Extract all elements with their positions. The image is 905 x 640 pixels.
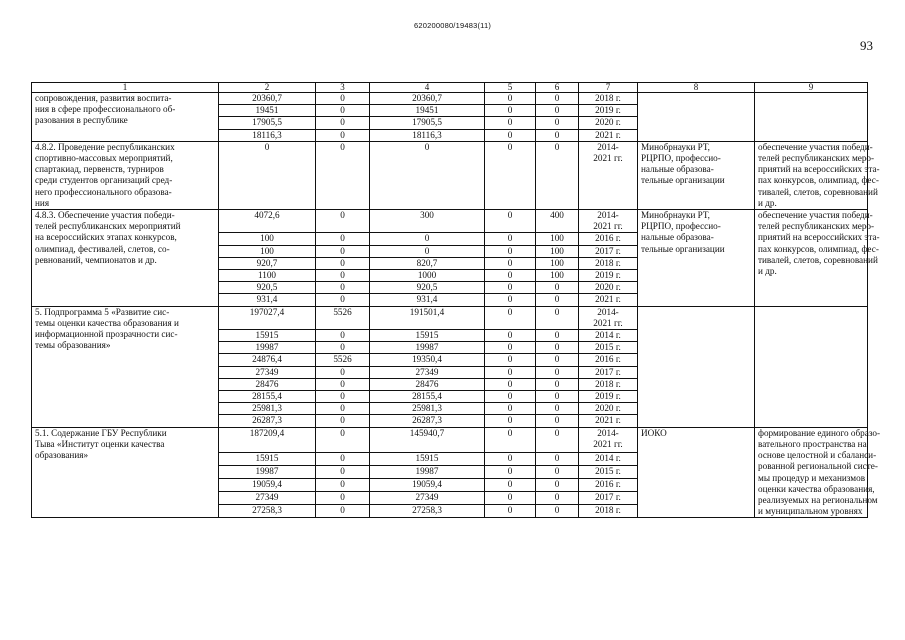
value-cell-col-5: 0	[485, 505, 536, 518]
text-line: нальные образова-	[641, 232, 714, 243]
value-cell-col-2: 27349	[219, 492, 316, 505]
activity-description-cell	[32, 427, 219, 518]
value-cell-col-7: 2014- 2021 гг.	[579, 210, 638, 233]
value-cell-col-7: 2014- 2021 гг.	[579, 306, 638, 329]
budget-table	[31, 82, 881, 518]
value-cell-col-2: 197027,4	[219, 306, 316, 329]
value-cell-col-4: 27349	[370, 366, 485, 378]
text-line: оценки качества образования,	[758, 483, 875, 494]
value-cell-col-7: 2020 г.	[579, 117, 638, 129]
value-cell-col-3: 0	[316, 366, 370, 378]
value-cell-col-2: 0	[219, 141, 316, 209]
value-cell-col-4: 300	[370, 210, 485, 233]
value-cell-col-4: 920,5	[370, 282, 485, 294]
text-line: приятий на всероссийских эта-	[758, 164, 880, 175]
value-cell-col-6: 100	[536, 257, 579, 269]
value-cell-col-5: 0	[485, 366, 536, 378]
value-cell-col-3: 0	[316, 210, 370, 233]
value-cell-col-6: 400	[536, 210, 579, 233]
text-line: на всероссийских этапах конкурсов,	[35, 232, 177, 243]
value-cell-col-4: 191501,4	[370, 306, 485, 329]
result-cell	[755, 306, 868, 427]
value-cell-col-6: 0	[536, 479, 579, 492]
text-line: образования»	[35, 450, 89, 461]
text-line: олимпиад, фестивалей, слетов, со-	[35, 243, 170, 254]
value-cell-col-4: 25981,3	[370, 403, 485, 415]
column-header-3: 3	[316, 83, 370, 93]
value-cell-col-5: 0	[485, 105, 536, 117]
column-header-6: 6	[536, 83, 579, 93]
value-cell-col-4: 18116,3	[370, 129, 485, 141]
value-cell-col-4: 27258,3	[370, 505, 485, 518]
value-cell-col-7: 2019 г.	[579, 270, 638, 282]
table-row	[32, 306, 868, 329]
value-cell-col-3: 0	[316, 452, 370, 465]
value-cell-col-5: 0	[485, 427, 536, 452]
value-cell-col-3: 0	[316, 465, 370, 478]
value-cell-col-7: 2018 г.	[579, 505, 638, 518]
value-cell-col-3: 0	[316, 141, 370, 209]
table-row	[32, 427, 868, 452]
value-cell-col-3: 0	[316, 105, 370, 117]
text-line: 4.8.2. Проведение республиканских	[35, 141, 175, 152]
text-line: мы процедур и механизмов	[758, 472, 866, 483]
value-cell-col-7: 2017 г.	[579, 492, 638, 505]
value-cell-col-2: 24876,4	[219, 354, 316, 366]
value-cell-col-6: 0	[536, 366, 579, 378]
executor-cell	[638, 210, 755, 307]
value-cell-col-3: 0	[316, 129, 370, 141]
text-line: пах конкурсов, олимпиад, фес-	[758, 243, 879, 254]
text-line: Минобрнауки РТ,	[641, 210, 710, 221]
value-cell-col-5: 0	[485, 245, 536, 257]
value-cell-col-6: 100	[536, 233, 579, 245]
value-cell-col-2: 19451	[219, 105, 316, 117]
value-cell-col-2: 15915	[219, 452, 316, 465]
value-cell-col-6: 0	[536, 465, 579, 478]
value-cell-col-2: 26287,3	[219, 415, 316, 427]
text-line: темы образования»	[35, 340, 111, 351]
text-line: спартакиад, первенств, турниров	[35, 164, 164, 175]
result-cell	[755, 210, 880, 307]
value-cell-col-6: 0	[536, 391, 579, 403]
value-cell-col-3: 0	[316, 245, 370, 257]
value-cell-col-4: 0	[370, 233, 485, 245]
column-number-row	[32, 83, 868, 93]
value-cell-col-6: 0	[536, 294, 579, 306]
text-line: информационной прозрачности сис-	[35, 329, 178, 340]
value-cell-col-3: 0	[316, 93, 370, 105]
value-cell-col-3: 5526	[316, 306, 370, 329]
value-cell-col-6: 0	[536, 452, 579, 465]
text-line: приятий на всероссийских эта-	[758, 232, 880, 243]
value-cell-col-4: 17905,5	[370, 117, 485, 129]
text-line: Минобрнауки РТ,	[641, 141, 710, 152]
executor-cell	[638, 93, 755, 142]
result-cell	[755, 141, 880, 209]
executor-cell	[638, 306, 755, 427]
value-cell-col-2: 19987	[219, 342, 316, 354]
table-row	[32, 141, 868, 209]
value-cell-col-5: 0	[485, 117, 536, 129]
text-line: тельные организации	[641, 175, 725, 186]
value-cell-col-7: 2020 г.	[579, 282, 638, 294]
value-cell-col-2: 931,4	[219, 294, 316, 306]
value-cell-col-7: 2014- 2021 гг.	[579, 141, 638, 209]
value-cell-col-7: 2018 г.	[579, 257, 638, 269]
text-line: телей республиканских мероприятий	[35, 221, 181, 232]
activity-description-cell	[32, 141, 219, 209]
text-line: обеспечение участия победи-	[758, 210, 873, 221]
value-cell-col-2: 100	[219, 245, 316, 257]
value-cell-col-7: 2019 г.	[579, 391, 638, 403]
value-cell-col-5: 0	[485, 93, 536, 105]
value-cell-col-6: 0	[536, 129, 579, 141]
value-cell-col-7: 2015 г.	[579, 465, 638, 478]
column-header-9: 9	[755, 83, 868, 93]
value-cell-col-4: 19987	[370, 342, 485, 354]
value-cell-col-3: 5526	[316, 354, 370, 366]
value-cell-col-7: 2017 г.	[579, 366, 638, 378]
value-cell-col-2: 19059,4	[219, 479, 316, 492]
value-cell-col-5: 0	[485, 342, 536, 354]
value-cell-col-6: 0	[536, 403, 579, 415]
table-row	[32, 210, 868, 233]
column-header-8: 8	[638, 83, 755, 93]
text-line: рованной региональной систе-	[758, 461, 878, 472]
result-cell	[755, 427, 881, 518]
value-cell-col-7: 2017 г.	[579, 245, 638, 257]
value-cell-col-4: 0	[370, 141, 485, 209]
value-cell-col-7: 2015 г.	[579, 342, 638, 354]
value-cell-col-7: 2014- 2021 гг.	[579, 427, 638, 452]
value-cell-col-6: 0	[536, 415, 579, 427]
value-cell-col-6: 0	[536, 505, 579, 518]
value-cell-col-5: 0	[485, 282, 536, 294]
text-line: и др.	[758, 266, 777, 277]
column-header-4: 4	[370, 83, 485, 93]
value-cell-col-4: 19059,4	[370, 479, 485, 492]
activity-description-cell	[32, 210, 219, 307]
text-line: нальные образова-	[641, 164, 714, 175]
text-line: реализуемых на региональном	[758, 494, 878, 505]
value-cell-col-4: 1000	[370, 270, 485, 282]
page-number: 93	[860, 38, 873, 53]
value-cell-col-2: 17905,5	[219, 117, 316, 129]
value-cell-col-6: 0	[536, 330, 579, 342]
value-cell-col-3: 0	[316, 117, 370, 129]
text-line: телей республиканских меро-	[758, 221, 875, 232]
value-cell-col-6: 0	[536, 93, 579, 105]
value-cell-col-5: 0	[485, 492, 536, 505]
value-cell-col-7: 2021 г.	[579, 415, 638, 427]
value-cell-col-6: 0	[536, 306, 579, 329]
value-cell-col-4: 27349	[370, 492, 485, 505]
value-cell-col-4: 20360,7	[370, 93, 485, 105]
value-cell-col-3: 0	[316, 479, 370, 492]
value-cell-col-2: 920,7	[219, 257, 316, 269]
value-cell-col-7: 2014 г.	[579, 452, 638, 465]
text-line: 5. Подпрограмма 5 «Развитие сис-	[35, 306, 170, 317]
value-cell-col-4: 931,4	[370, 294, 485, 306]
value-cell-col-6: 0	[536, 427, 579, 452]
value-cell-col-6: 0	[536, 117, 579, 129]
text-line: тельные организации	[641, 243, 725, 254]
value-cell-col-6: 0	[536, 492, 579, 505]
value-cell-col-2: 187209,4	[219, 427, 316, 452]
value-cell-col-5: 0	[485, 330, 536, 342]
value-cell-col-5: 0	[485, 415, 536, 427]
value-cell-col-3: 0	[316, 257, 370, 269]
value-cell-col-5: 0	[485, 306, 536, 329]
text-line: вательного пространства на	[758, 438, 867, 449]
value-cell-col-4: 19451	[370, 105, 485, 117]
value-cell-col-4: 15915	[370, 330, 485, 342]
value-cell-col-3: 0	[316, 492, 370, 505]
value-cell-col-3: 0	[316, 233, 370, 245]
column-header-1: 1	[32, 83, 219, 93]
value-cell-col-4: 26287,3	[370, 415, 485, 427]
value-cell-col-5: 0	[485, 403, 536, 415]
value-cell-col-5: 0	[485, 391, 536, 403]
text-line: ния в сфере профессионального об-	[35, 104, 176, 115]
value-cell-col-7: 2021 г.	[579, 129, 638, 141]
table-row	[32, 93, 868, 105]
value-cell-col-6: 0	[536, 342, 579, 354]
value-cell-col-4: 28476	[370, 378, 485, 390]
value-cell-col-7: 2020 г.	[579, 403, 638, 415]
value-cell-col-3: 0	[316, 378, 370, 390]
text-line: обеспечение участия победи-	[758, 141, 873, 152]
text-line: и др.	[758, 197, 777, 208]
text-line: РЦРПО, профессио-	[641, 153, 721, 164]
value-cell-col-5: 0	[485, 141, 536, 209]
value-cell-col-3: 0	[316, 403, 370, 415]
value-cell-col-3: 0	[316, 294, 370, 306]
value-cell-col-5: 0	[485, 354, 536, 366]
value-cell-col-2: 20360,7	[219, 93, 316, 105]
value-cell-col-4: 15915	[370, 452, 485, 465]
value-cell-col-7: 2016 г.	[579, 354, 638, 366]
text-line: тивалей, слетов, соревнований	[758, 186, 878, 197]
text-line: спортивно-массовых мероприятий,	[35, 153, 173, 164]
value-cell-col-3: 0	[316, 282, 370, 294]
value-cell-col-3: 0	[316, 415, 370, 427]
value-cell-col-5: 0	[485, 129, 536, 141]
column-header-5: 5	[485, 83, 536, 93]
value-cell-col-3: 0	[316, 342, 370, 354]
value-cell-col-2: 1100	[219, 270, 316, 282]
text-line: ревнований, чемпионатов и др.	[35, 254, 157, 265]
value-cell-col-2: 18116,3	[219, 129, 316, 141]
value-cell-col-4: 145940,7	[370, 427, 485, 452]
text-line: него профессионального образова-	[35, 186, 172, 197]
activity-description-cell	[32, 93, 219, 142]
value-cell-col-5: 0	[485, 479, 536, 492]
value-cell-col-5: 0	[485, 378, 536, 390]
value-cell-col-6: 0	[536, 105, 579, 117]
value-cell-col-2: 25981,3	[219, 403, 316, 415]
value-cell-col-4: 0	[370, 245, 485, 257]
value-cell-col-7: 2018 г.	[579, 93, 638, 105]
text-line: формирование единого образо-	[758, 427, 881, 438]
text-line: и муниципальном уровнях	[758, 506, 863, 517]
text-line: сопровождения, развития воспита-	[35, 93, 172, 103]
value-cell-col-6: 0	[536, 141, 579, 209]
value-cell-col-5: 0	[485, 465, 536, 478]
value-cell-col-2: 19987	[219, 465, 316, 478]
value-cell-col-2: 27349	[219, 366, 316, 378]
value-cell-col-3: 0	[316, 391, 370, 403]
activity-description-cell	[32, 306, 219, 427]
value-cell-col-2: 28476	[219, 378, 316, 390]
executor-cell	[638, 427, 755, 518]
text-line: Тыва «Институт оценки качества	[35, 438, 165, 449]
text-line: разования в республике	[35, 115, 128, 126]
value-cell-col-7: 2014 г.	[579, 330, 638, 342]
value-cell-col-3: 0	[316, 330, 370, 342]
value-cell-col-4: 28155,4	[370, 391, 485, 403]
value-cell-col-3: 0	[316, 270, 370, 282]
value-cell-col-2: 920,5	[219, 282, 316, 294]
value-cell-col-5: 0	[485, 452, 536, 465]
value-cell-col-2: 15915	[219, 330, 316, 342]
value-cell-col-6: 100	[536, 245, 579, 257]
document-id: 620200080/19483(11)	[413, 21, 492, 30]
result-cell	[755, 93, 868, 142]
text-line: среди студентов организаций сред-	[35, 175, 173, 186]
value-cell-col-7: 2016 г.	[579, 233, 638, 245]
value-cell-col-6: 0	[536, 354, 579, 366]
value-cell-col-2: 100	[219, 233, 316, 245]
text-line: 4.8.3. Обеспечение участия победи-	[35, 210, 175, 221]
value-cell-col-4: 19987	[370, 465, 485, 478]
value-cell-col-4: 820,7	[370, 257, 485, 269]
value-cell-col-5: 0	[485, 257, 536, 269]
value-cell-col-2: 27258,3	[219, 505, 316, 518]
text-line: основе целостной и сбаланси-	[758, 450, 877, 461]
value-cell-col-6: 0	[536, 378, 579, 390]
text-line: РЦРПО, профессио-	[641, 221, 721, 232]
text-line: темы оценки качества образования и	[35, 317, 179, 328]
column-header-2: 2	[219, 83, 316, 93]
value-cell-col-6: 0	[536, 282, 579, 294]
value-cell-col-3: 0	[316, 427, 370, 452]
value-cell-col-3: 0	[316, 505, 370, 518]
value-cell-col-2: 28155,4	[219, 391, 316, 403]
executor-cell	[638, 141, 755, 209]
value-cell-col-5: 0	[485, 210, 536, 233]
value-cell-col-7: 2016 г.	[579, 479, 638, 492]
text-line: ИОКО	[641, 427, 667, 438]
column-header-7: 7	[579, 83, 638, 93]
value-cell-col-4: 19350,4	[370, 354, 485, 366]
text-line: 5.1. Содержание ГБУ Республики	[35, 427, 167, 438]
text-line: ния	[35, 197, 50, 208]
value-cell-col-2: 4072,6	[219, 210, 316, 233]
value-cell-col-6: 100	[536, 270, 579, 282]
value-cell-col-7: 2021 г.	[579, 294, 638, 306]
value-cell-col-7: 2018 г.	[579, 378, 638, 390]
text-line: телей республиканских меро-	[758, 153, 875, 164]
text-line: тивалей, слетов, соревнований	[758, 254, 878, 265]
value-cell-col-5: 0	[485, 294, 536, 306]
value-cell-col-5: 0	[485, 270, 536, 282]
value-cell-col-5: 0	[485, 233, 536, 245]
value-cell-col-7: 2019 г.	[579, 105, 638, 117]
text-line: пах конкурсов, олимпиад, фес-	[758, 175, 879, 186]
